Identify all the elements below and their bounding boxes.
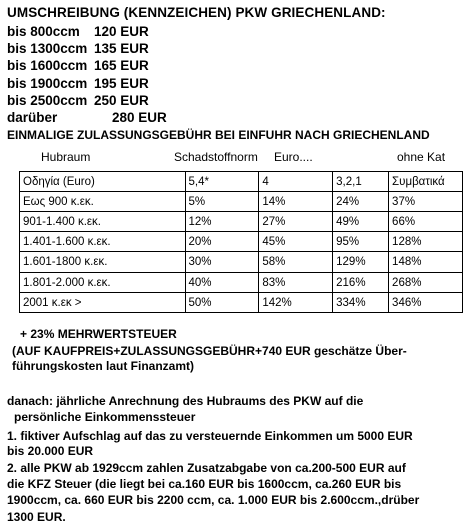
table-cell: Οδηγία (Euro) bbox=[20, 172, 186, 192]
table-cell: 5% bbox=[185, 192, 259, 212]
tax-row-label: bis 1300ccm bbox=[7, 41, 88, 57]
paragraph-line: 1. fiktiver Aufschlag auf das zu versteuernde Einkommen um 5000 EUR bbox=[7, 429, 413, 443]
tax-row bbox=[7, 24, 149, 39]
table-cell: 216% bbox=[333, 273, 389, 293]
tax-row-value: 250 EUR bbox=[94, 92, 149, 108]
table-cell: Εως 900 κ.εκ. bbox=[20, 192, 186, 212]
table-cell: 2001 κ.εκ > bbox=[20, 293, 186, 313]
table-row bbox=[20, 293, 463, 313]
tax-row-value: 165 EUR bbox=[94, 58, 149, 74]
tax-row-label: bis 800ccm bbox=[7, 24, 80, 39]
paragraph-line: 1900ccm, ca. 660 EUR bis 2200 ccm, ca. 1.000 EUR bis 2.600ccm.,drüber bbox=[7, 493, 420, 507]
table-cell: 268% bbox=[389, 273, 463, 293]
note-line: (AUF KAUFPREIS+ZULASSUNGSGEBÜHR+740 EUR geschätze Über- bbox=[12, 344, 407, 358]
table-cell: 83% bbox=[259, 273, 333, 293]
table-cell: 37% bbox=[389, 192, 463, 212]
tax-row bbox=[7, 110, 167, 125]
table-row bbox=[20, 232, 463, 252]
table-cell: 142% bbox=[259, 293, 333, 313]
tax-row-label: bis 1900ccm bbox=[7, 75, 88, 91]
table-cell: 12% bbox=[185, 212, 259, 232]
table-cell: 58% bbox=[259, 252, 333, 273]
column-header-euro: Euro.... bbox=[274, 150, 313, 164]
table-row bbox=[20, 212, 463, 232]
table-cell: 1.601-1800 κ.εκ. bbox=[20, 252, 186, 273]
tax-row bbox=[7, 58, 149, 73]
table-row bbox=[20, 172, 463, 192]
table-cell: 3,2,1 bbox=[333, 172, 389, 192]
table-cell: 148% bbox=[389, 252, 463, 273]
table-cell: 24% bbox=[333, 192, 389, 212]
fee-heading: EINMALIGE ZULASSUNGSGEBÜHR BEI EINFUHR NACH GRIECHENLAND bbox=[7, 128, 430, 142]
paragraph-line: danach: jährliche Anrechnung des Hubraums des PKW auf die bbox=[7, 394, 364, 408]
table-cell: 334% bbox=[333, 293, 389, 313]
table-row bbox=[20, 273, 463, 293]
paragraph-line: 2. alle PKW ab 1929ccm zahlen Zusatzabgabe von ca.200-500 EUR auf bbox=[7, 461, 406, 475]
table-cell: 1.801-2.000 κ.εκ. bbox=[20, 273, 186, 293]
tax-row-label: bis 1600ccm bbox=[7, 58, 88, 74]
note-line: führungskosten laut Finanzamt) bbox=[12, 359, 195, 373]
table-cell: 66% bbox=[389, 212, 463, 232]
paragraph-line: die KFZ Steuer (die liegt bei ca.160 EUR bis 1600ccm, ca.260 EUR bis bbox=[7, 477, 402, 491]
table-cell: 27% bbox=[259, 212, 333, 232]
table-cell: 5,4* bbox=[185, 172, 259, 192]
table-cell: 45% bbox=[259, 232, 333, 252]
tax-row-value: 135 EUR bbox=[94, 41, 149, 57]
tax-row-value: 195 EUR bbox=[94, 75, 149, 91]
tax-row bbox=[7, 76, 149, 91]
paragraph-line: persönliche Einkommenssteuer bbox=[14, 410, 196, 424]
table-cell: Συμβατικά bbox=[389, 172, 463, 192]
tax-row-value: 280 EUR bbox=[112, 110, 167, 125]
column-header-hubraum: Hubraum bbox=[41, 150, 91, 164]
tax-row bbox=[7, 93, 149, 108]
table-cell: 901-1.400 κ.εκ. bbox=[20, 212, 186, 232]
tax-row-value: 120 EUR bbox=[94, 24, 149, 39]
table-cell: 49% bbox=[333, 212, 389, 232]
table-cell: 129% bbox=[333, 252, 389, 273]
table-cell: 4 bbox=[259, 172, 333, 192]
vat-line: + 23% MEHRWERTSTEUER bbox=[20, 327, 177, 341]
table-cell: 14% bbox=[259, 192, 333, 212]
table-cell: 40% bbox=[185, 273, 259, 293]
table-cell: 346% bbox=[389, 293, 463, 313]
page-heading: UMSCHREIBUNG (KENNZEICHEN) PKW GRIECHENLAND: bbox=[7, 5, 386, 20]
column-header-ohne-kat: ohne Kat bbox=[397, 150, 446, 164]
table-cell: 30% bbox=[185, 252, 259, 273]
tax-row-label: darüber bbox=[7, 110, 58, 125]
table-row bbox=[20, 192, 463, 212]
paragraph-line: 1300 EUR. bbox=[7, 510, 66, 524]
table-cell: 20% bbox=[185, 232, 259, 252]
table-row bbox=[20, 252, 463, 273]
table-cell: 128% bbox=[389, 232, 463, 252]
table-cell: 50% bbox=[185, 293, 259, 313]
table-cell: 95% bbox=[333, 232, 389, 252]
tax-row-label: bis 2500ccm bbox=[7, 92, 88, 108]
column-header-schadstoffnorm: Schadstoffnorm bbox=[174, 150, 258, 164]
fee-table bbox=[19, 171, 463, 313]
tax-row bbox=[7, 41, 149, 56]
table-cell: 1.401-1.600 κ.εκ. bbox=[20, 232, 186, 252]
paragraph-line: bis 20.000 EUR bbox=[7, 444, 94, 458]
